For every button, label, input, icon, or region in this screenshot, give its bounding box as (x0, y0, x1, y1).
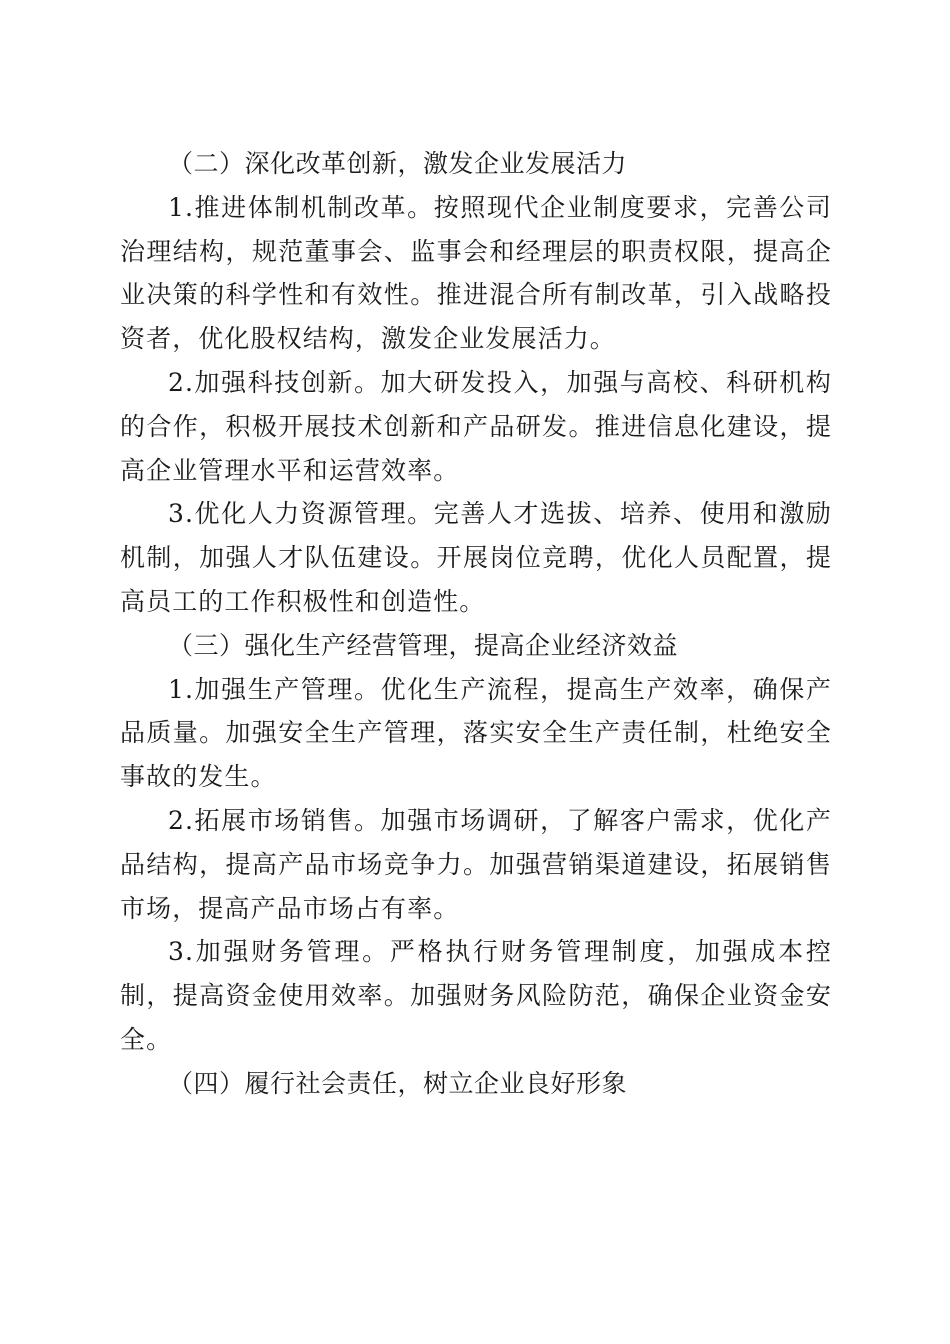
section-three-item-1: 1.加强生产管理。优化生产流程，提高生产效率，确保产品质量。加强安全生产管理，落实安全生产责任制，杜绝安全事故的发生。 (120, 674, 832, 792)
section-two-item-1: 1.推进体制机制改革。按照现代企业制度要求，完善公司治理结构，规范董事会、监事会和经理层的职责权限，提高企业决策的科学性和有效性。推进混合所有制改革，引入战略投资者，优化股权结构，激发企业发展活力。 (120, 192, 832, 354)
section-three-item-3: 3.加强财务管理。严格执行财务管理制度，加强成本控制，提高资金使用效率。加强财务风险防范，确保企业资金安全。 (120, 937, 832, 1054)
section-heading-four: （四）履行社会责任，树立企业良好形象 (168, 1068, 628, 1098)
section-heading-two: （二）深化改革创新，激发企业发展活力 (168, 149, 628, 178)
section-two-item-3: 3.优化人力资源管理。完善人才选拔、培养、使用和激励机制，加强人才队伍建设。开展岗位竞聘，优化人员配置，提高员工的工作积极性和创造性。 (120, 499, 832, 616)
section-two-item-2: 2.加强科技创新。加大研发投入，加强与高校、科研机构的合作，积极开展技术创新和产品研发。推进信息化建设，提高企业管理水平和运营效率。 (120, 367, 832, 485)
section-heading-three: （三）强化生产经营管理，提高企业经济效益 (168, 630, 679, 660)
document-body (120, 142, 832, 1106)
section-three-item-2: 2.拓展市场销售。加强市场调研，了解客户需求，优化产品结构，提高产品市场竞争力。加强营销渠道建设，拓展销售市场，提高产品市场占有率。 (120, 805, 832, 923)
